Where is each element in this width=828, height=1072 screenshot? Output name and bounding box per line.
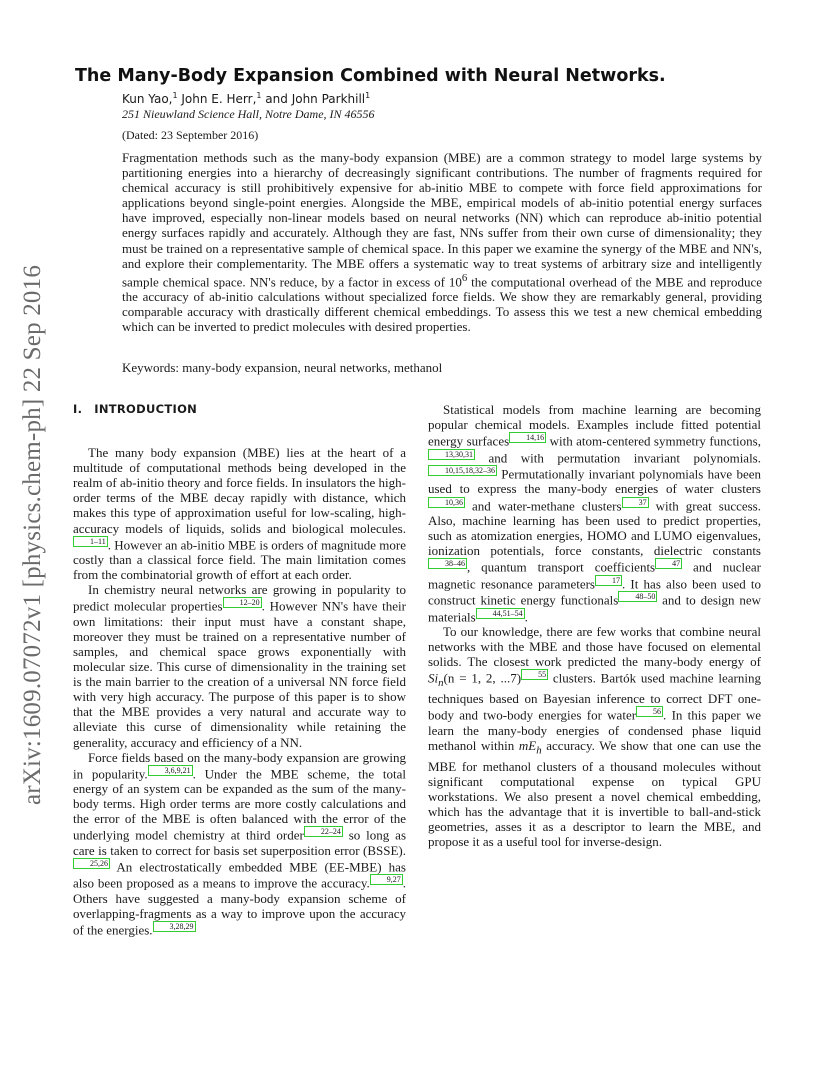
citation-link[interactable]: 56: [636, 706, 663, 717]
paragraph: To our knowledge, there are few works that combine neural networks with the MBE and those have focused on elemental solids. The closest work predicted the many-body energy of $Si_n(n = 1$, 2, ...7) 55 clusters. Bartók used machine learning techniques based on Bayesian inference to correct DFT one-body and two-body energies for water 56 . In this paper we learn the many-body energies of condensed phase liquid methanol within $mE_h$ accuracy. We show that one can use the MBE for methanol clusters of a thousand molecules without significant computational expense on typical GPU workstations. We also present a novel chemical embedding, which has the advantage that it is invertible to ball-and-stick geometries, asses it as a descriptor to learn the MBE, and propose it as a useful tool for inverse-design.: [428, 623, 762, 849]
paragraph: Force fields based on the many-body expansion are growing in popularity. 3,6,9,21 . Under the MBE scheme, the total energy of an system can be expanded as the sum of the many-body terms. High order terms are more costly calculations and the error of the MBE is often balanced with the error of the underlying model chemistry at third order 22–24 so long as care is taken to correct for basis set superposition error (BSSE).25,26 An electrostatically embedded MBE (EE-MBE) has also been proposed as a means to improve the accuracy. 9,27 . Others have suggested a many-body expansion scheme of overlapping-fragments as a way to improve upon the accuracy of the energies. 3,28,29: [73, 749, 407, 938]
author-list: [122, 91, 370, 106]
citation-link[interactable]: 3,6,9,21: [148, 765, 193, 776]
citation-link[interactable]: 55: [521, 669, 548, 680]
math-subscript: h: [536, 744, 542, 757]
author-name: and John Parkhill: [261, 92, 366, 106]
math-subscript: n: [438, 677, 444, 690]
author-name: John E. Herr,: [177, 92, 257, 106]
citation-link[interactable]: 48–50: [618, 591, 657, 602]
math-symbol: mE: [518, 737, 537, 753]
date-line: (Dated: 23 September 2016): [122, 128, 259, 142]
paper-title: The Many-Body Expansion Combined with Neural Networks.: [75, 66, 666, 86]
section-heading: [73, 402, 406, 417]
citation-link[interactable]: 1–11: [73, 536, 108, 547]
author-affiliation-mark: 1: [365, 91, 371, 100]
paragraph: In chemistry neural networks are growing in popularity to predict molecular properties 12–20 . However NN's have their own limitations: their input must have a constant shape, moreover they must be trained on a representative number of samples, and chemical space grows exponentially with molecular size. This curse of dimensionality in the training set is the main barrier to the creation of a universal NN force field with very high accuracy. The purpose of this paper is to show that the MBE provides a very natural and accurate way to alleviate this curse of dimensionality while retaining the generality, accuracy and efficiency of a NN.: [73, 582, 406, 750]
left-column: [73, 402, 406, 937]
citation-link[interactable]: 12–20: [223, 597, 262, 608]
paragraph: Statistical models from machine learning are becoming popular chemical models. Examples include fitted potential energy surfaces 14,16 with atom-centered symmetry functions,13,30,31 and with permutation invariant polynomials.10,15,18,32–36 Permutationally invariant polynomials have been used to express the many-body energies of water clusters10,36 and water-methane clusters 37 with great success. Also, machine learning has been used to predict properties, such as atomization energies, HOMO and LUMO eigenvalues, ionization potentials, force constants, dielectric constants38–46 , quantum transport coefficients 47 and nuclear magnetic resonance parameters 17 . It has also been used to construct kinetic energy functionals 48–50 and to design new materials 44,51–54 .: [428, 402, 761, 624]
citation-link[interactable]: 47: [655, 558, 682, 569]
author-name: Kun Yao,: [122, 92, 173, 106]
citation-link[interactable]: 10,36: [428, 497, 465, 508]
math-symbol: Si: [428, 670, 439, 686]
affiliation: 251 Nieuwland Science Hall, Notre Dame, IN 46556: [122, 107, 375, 121]
citation-link[interactable]: 44,51–54: [476, 608, 525, 619]
keywords: Keywords: many-body expansion, neural networks, methanol: [122, 360, 443, 375]
section-number: I.: [73, 402, 83, 416]
math-expression: (n = 1, 2, ...7): [443, 670, 522, 686]
citation-link[interactable]: 10,15,18,32–36: [428, 465, 497, 476]
author-affiliation-mark: 1: [172, 91, 178, 100]
abstract: Fragmentation methods such as the many-body expansion (MBE) are a common strategy to model large systems by partitioning energies into a hierarchy of decreasingly significant contributions. The number of fragments required for chemical accuracy is still prohibitively expensive for ab-initio MBE to compete with force field approximations for applications beyond single-point energies. Alongside the MBE, empirical models of ab-initio potential energy surfaces have improved, especially non-linear models based on neural networks (NN) which can reproduce ab-initio potential energy surfaces rapidly and accurately. Although they are fast, NNs suffer from their own curse of dimensionality; they must be trained on a representative sample of chemical space. In this paper we examine the synergy of the MBE and NN's, and explore their complementarity. The MBE offers a systematic way to treat systems of arbitrary size and intelligently sample chemical space. NN's reduce, by a factor in excess of $10^6$ the computational overhead of the MBE and reproduce the accuracy of ab-initio calculations without specialized force fields. We show they are remarkably general, providing comparable accuracy with drastically different chemical embeddings. To assess this we test a new chemical embedding which can be inverted to predict molecules with desired properties.: [122, 150, 762, 335]
citation-link[interactable]: 14,16: [509, 432, 546, 443]
citation-link[interactable]: 38–46: [428, 558, 467, 569]
paragraph: The many body expansion (MBE) lies at the heart of a multitude of computational methods being developed in the realm of ab-initio theory and force fields. In insulators the high-order terms of the MBE decay rapidly with distance, which makes this type of approximation useful for low-scaling, high-accuracy models of liquids, solids and biological molecules.1–11 . However an ab-initio MBE is orders of magnitude more costly than a classical force field. The main limitation comes from the combinatorial growth of effort at each order.: [73, 445, 406, 583]
author-affiliation-mark: 1: [256, 91, 262, 100]
citation-link[interactable]: 37: [622, 497, 649, 508]
citation-link[interactable]: 13,30,31: [428, 449, 475, 460]
citation-link[interactable]: 22–24: [304, 826, 343, 837]
exponent: 6: [461, 271, 468, 284]
citation-link[interactable]: 9,27: [370, 874, 403, 885]
citation-link[interactable]: 17: [595, 575, 622, 586]
citation-link[interactable]: 25,26: [73, 858, 110, 869]
citation-link[interactable]: 3,28,29: [153, 921, 196, 932]
arxiv-identifier-text: arXiv:1609.07072v1 [physics.chem-ph] 22 Sep 2016: [19, 264, 46, 806]
arxiv-identifier: [16, 240, 50, 830]
section-title: INTRODUCTION: [94, 402, 198, 416]
right-column: [428, 402, 761, 849]
